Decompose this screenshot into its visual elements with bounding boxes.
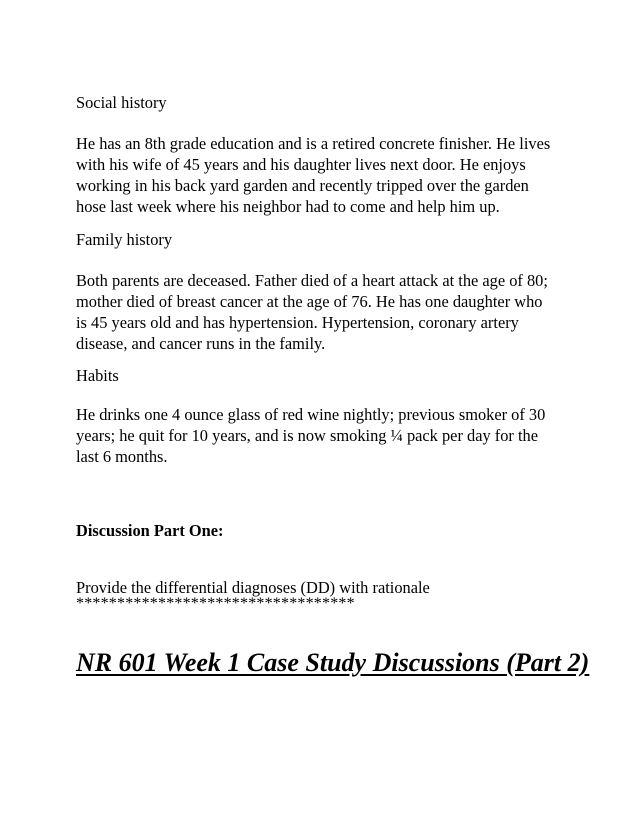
social-history-paragraph <box>76 133 550 217</box>
family-history-paragraph <box>76 270 548 354</box>
social-history-line: working in his back yard garden and recently tripped over the garden <box>76 176 529 195</box>
family-history-heading: Family history <box>76 230 173 249</box>
social-history-heading: Social history <box>76 93 167 112</box>
family-history-line: is 45 years old and has hypertension. Hypertension, coronary artery <box>76 313 519 332</box>
habits-line: years; he quit for 10 years, and is now smoking ¼ pack per day for the <box>76 426 539 445</box>
habits-paragraph <box>76 404 545 467</box>
habits-heading: Habits <box>76 366 119 385</box>
habits-line: He drinks one 4 ounce glass of red wine nightly; previous smoker of 30 <box>76 405 546 424</box>
social-history-line: He has an 8th grade education and is a retired concrete finisher. He lives <box>76 134 551 153</box>
discussion-heading: Discussion Part One: <box>76 521 224 540</box>
document-title: NR 601 Week 1 Case Study Discussions (Part 2) <box>76 648 590 677</box>
asterisk-separator: ********************************** <box>76 595 355 612</box>
family-history-line: disease, and cancer runs in the family. <box>76 334 326 353</box>
social-history-line: with his wife of 45 years and his daughter lives next door. He enjoys <box>76 155 526 174</box>
habits-line: last 6 months. <box>76 447 168 466</box>
social-history-line: hose last week where his neighbor had to come and help him up. <box>76 197 500 216</box>
discussion-prompt: Provide the differential diagnoses (DD) with rationale <box>76 578 430 597</box>
family-history-line: Both parents are deceased. Father died of a heart attack at the age of 80; <box>76 271 548 290</box>
family-history-line: mother died of breast cancer at the age of 76. He has one daughter who <box>76 292 543 311</box>
